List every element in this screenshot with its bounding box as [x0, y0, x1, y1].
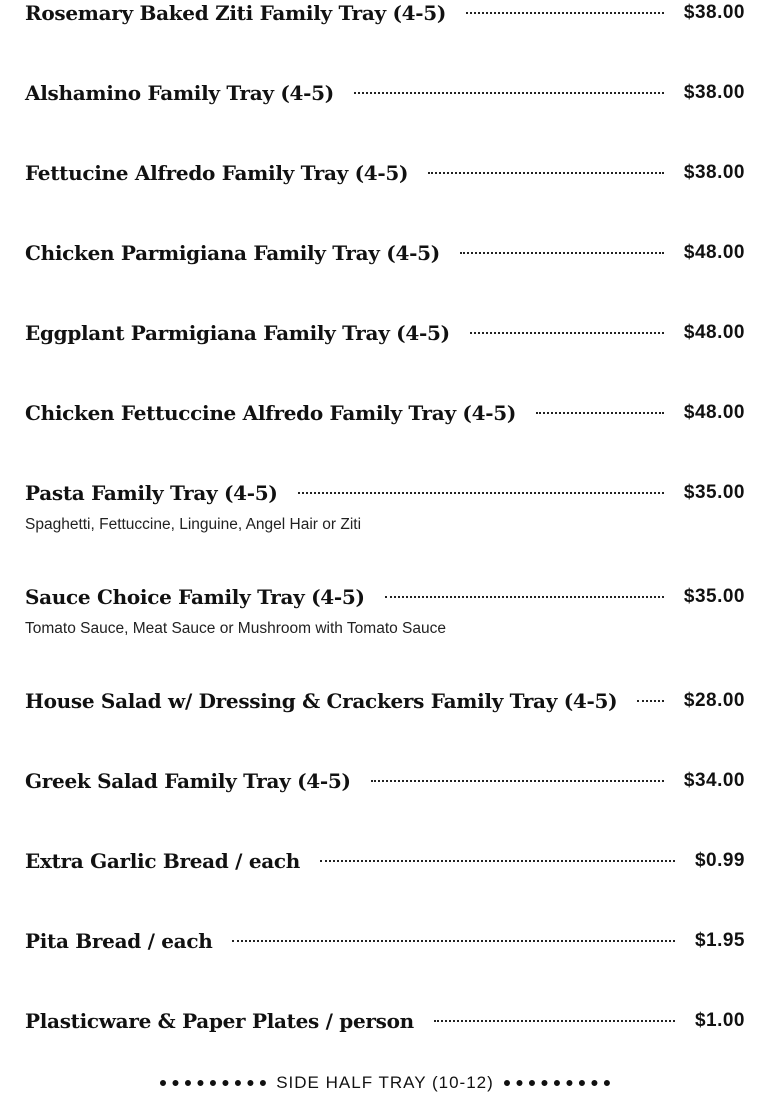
menu-item-price: $48.00 [683, 322, 745, 343]
menu-item-name: Sauce Choice Family Tray (4-5) [25, 585, 365, 609]
menu-item[interactable] [25, 320, 745, 346]
menu-item-price: $38.00 [683, 162, 745, 183]
menu-item-name: Chicken Parmigiana Family Tray (4-5) [25, 241, 440, 265]
section-divider-left [160, 1080, 266, 1086]
menu-item-price: $38.00 [683, 2, 745, 23]
section-divider-right [504, 1080, 610, 1086]
menu-item-price: $35.00 [683, 482, 745, 503]
menu-item[interactable] [25, 768, 745, 794]
menu-item-price: $35.00 [683, 586, 745, 607]
section-title: SIDE HALF TRAY (10-12) [276, 1073, 494, 1092]
dotted-leader [428, 172, 664, 174]
menu-item-price: $48.00 [683, 402, 745, 423]
menu-item-name: Alshamino Family Tray (4-5) [25, 81, 334, 105]
menu-item-name: Pita Bread / each [25, 929, 213, 953]
menu-item-name: Fettucine Alfredo Family Tray (4-5) [25, 161, 409, 185]
menu-item-name: Greek Salad Family Tray (4-5) [25, 769, 351, 793]
dotted-leader [298, 492, 664, 494]
dotted-leader [385, 596, 664, 598]
menu-item-price: $38.00 [683, 82, 745, 103]
dotted-leader [466, 12, 664, 14]
menu-item-description: Tomato Sauce, Meat Sauce or Mushroom with Tomato Sauce [25, 620, 447, 637]
menu-item[interactable] [25, 160, 745, 186]
menu-item[interactable] [25, 584, 745, 638]
menu-item-name: Rosemary Baked Ziti Family Tray (4-5) [25, 1, 447, 25]
menu-item-price: $28.00 [683, 690, 745, 711]
menu-item-name: Eggplant Parmigiana Family Tray (4-5) [25, 321, 450, 345]
menu-item-name: Chicken Fettuccine Alfredo Family Tray (4-5) [25, 401, 516, 425]
menu-item-price: $0.99 [694, 850, 745, 871]
section-heading [160, 1073, 610, 1093]
menu-item[interactable] [25, 240, 745, 266]
menu-item-price: $1.00 [694, 1010, 745, 1031]
dotted-leader [371, 780, 664, 782]
menu-item-name: Pasta Family Tray (4-5) [25, 481, 278, 505]
dotted-leader [320, 860, 675, 862]
menu-item[interactable] [25, 928, 745, 954]
menu-item-name: Plasticware & Paper Plates / person [25, 1009, 414, 1033]
dotted-leader [637, 700, 664, 702]
menu-item-price: $1.95 [694, 930, 745, 951]
menu-item[interactable] [25, 480, 745, 534]
dotted-leader [354, 92, 664, 94]
menu-item-description: Spaghetti, Fettuccine, Linguine, Angel Hair or Ziti [25, 516, 362, 533]
menu-item-price: $48.00 [683, 242, 745, 263]
menu-item[interactable] [25, 848, 745, 874]
menu-item-price: $34.00 [683, 770, 745, 791]
dotted-leader [460, 252, 664, 254]
dotted-leader [232, 940, 675, 942]
menu-item-name: House Salad w/ Dressing & Crackers Family Tray (4-5) [25, 689, 618, 713]
menu-item[interactable] [25, 688, 745, 714]
menu-item[interactable] [25, 400, 745, 426]
dotted-leader [536, 412, 664, 414]
dotted-leader [434, 1020, 675, 1022]
menu-item[interactable] [25, 1008, 745, 1034]
menu-item[interactable] [25, 0, 745, 26]
dotted-leader [470, 332, 664, 334]
menu-item[interactable] [25, 80, 745, 106]
menu-item-name: Extra Garlic Bread / each [25, 849, 301, 873]
